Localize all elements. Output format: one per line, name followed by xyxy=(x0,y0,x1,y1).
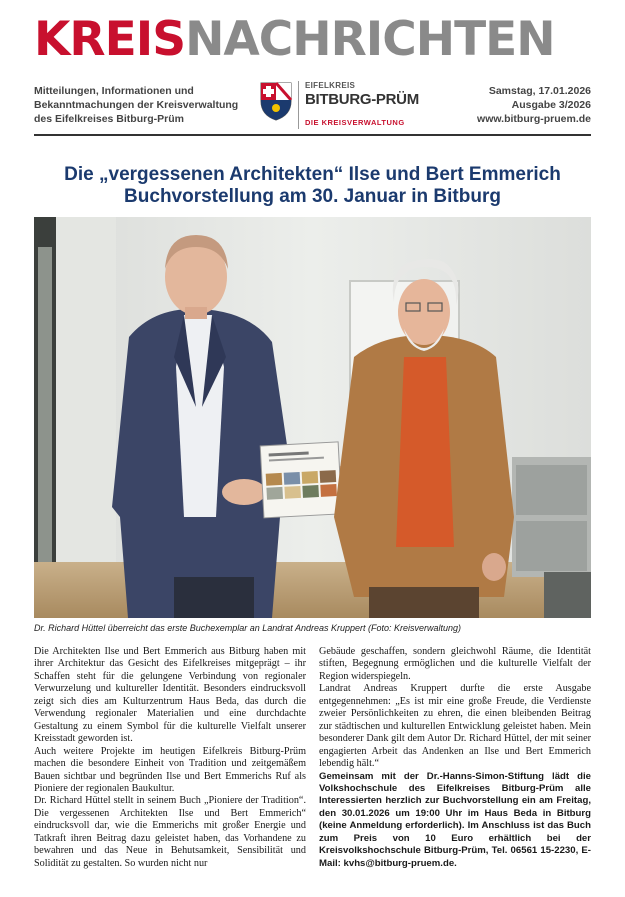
masthead-part2: NACHRICHTEN xyxy=(185,12,555,67)
event-announcement: Gemeinsam mit der Dr.-Hanns-Simon-Stiftung lädt die Volkshochschule des Eifelkreises Bitburg-Prüm alle Interessierten herzlich zur Buchvorstellung ein am Freitag, den 30.01.2026 um 19:00 Uhr im Haus Beda in Bitburg (keine Anmeldung erforderlich). Im Anschluss ist das Buch zum Preis von 10 Euro erhältlich bei der Kreisvolkshochschule Bitburg-Prüm, Tel. 06561 15-2230, E-Mail: kvhs@bitburg-pruem.de. xyxy=(319,770,591,869)
photo-caption: Dr. Richard Hüttel überreicht das erste Buchexemplar an Landrat Andreas Kruppert (Foto: Kreisverwaltung) xyxy=(34,623,462,633)
logo-line-3: DIE KREISVERWALTUNG xyxy=(305,118,405,127)
coat-of-arms-icon xyxy=(259,81,293,121)
logo-line-2: BITBURG-PRÜM xyxy=(305,91,419,108)
publication-subtitle xyxy=(34,84,259,126)
masthead-part1: KREIS xyxy=(34,12,186,67)
photo-illustration xyxy=(34,217,591,618)
subtitle-line-2: Bekanntmachungen der Kreisverwaltung xyxy=(34,99,239,111)
issue-date: Samstag, 17.01.2026 xyxy=(488,85,591,97)
article-paragraph: Gebäude geschaffen, sondern gleichwohl Räume, die Identität stiften, Begegnung ermöglichen und die kulturelle Vielfalt der Region widerspiegeln. xyxy=(319,646,591,682)
article-column-2 xyxy=(319,646,591,870)
headline-line-1: Die „vergessenen Architekten“ Ilse und Bert Emmerich xyxy=(64,164,561,185)
masthead xyxy=(34,14,604,66)
issue-info xyxy=(431,84,591,126)
article-paragraph: Landrat Andreas Kruppert durfte die erste Ausgabe entgegennehmen: „Es ist mir eine große Freude, die Verdienste zweier Persönlichkeiten zu ehren, die einen bleibenden Beitrag zur städtischen und kulturellen Entwicklung geleistet haben. Mein besonderer Dank gilt dem Autor Dr. Richard Hüttel, der mit seiner engagierten Arbeit das Andenken an Ilse und Bert Emmerich lebendig hält.“ xyxy=(319,683,591,770)
headline-line-2: Buchvorstellung am 30. Januar in Bitburg xyxy=(124,186,501,207)
logo-line-1: EIFELKREIS xyxy=(305,81,356,90)
article-paragraph: Die Architekten Ilse und Bert Emmerich aus Bitburg haben mit ihrer Architektur das Gesicht des Eifelkreises mitgeprägt – ihr Schaffen steht für die gelungene Verbindung von regionaler Verwurzelung und kultureller Identität. Besonders eindrucksvoll zeigt sich dies am Kulturzentrum Haus Beda, das durch die Verwendung regionaler Materialien und eine durchdachte Gestaltung zu einem Symbol für die kulturelle Vielfalt unserer Kreisstadt geworden ist. xyxy=(34,646,306,745)
subtitle-line-3: des Eifelkreises Bitburg-Prüm xyxy=(34,113,184,125)
district-logo xyxy=(259,81,429,129)
article-paragraph: Dr. Richard Hüttel stellt in seinem Buch „Pioniere der Tradition“. Die vergessenen Architekten Ilse und Bert Emmerich“ eindrucksvoll dar, wie die Emmerichs mit großer Energie und Tatkraft ihren Beitrag dazu geleistet haben, das Vorhandene zu bewahren und das Neue in Behutsamkeit, Sensibilität und Solidität zu gestalten. So wurden nicht nur xyxy=(34,795,306,869)
issue-number: Ausgabe 3/2026 xyxy=(511,99,591,111)
logo-divider xyxy=(298,81,299,129)
article-column-1 xyxy=(34,646,306,870)
article-photo xyxy=(34,217,591,618)
subtitle-line-1: Mitteilungen, Informationen und xyxy=(34,85,194,97)
article-paragraph: Auch weitere Projekte im heutigen Eifelkreis Bitburg-Prüm machen die besondere Einheit von Tradition und zeitgemäßem Bauen sichtbar und begründen Ilse und Bert Emmerichs Ruf als Pioniere der regionalen Baukultur. xyxy=(34,745,306,794)
header-divider xyxy=(34,134,591,136)
article-headline xyxy=(34,164,591,208)
website-link[interactable]: www.bitburg-pruem.de xyxy=(477,113,591,125)
